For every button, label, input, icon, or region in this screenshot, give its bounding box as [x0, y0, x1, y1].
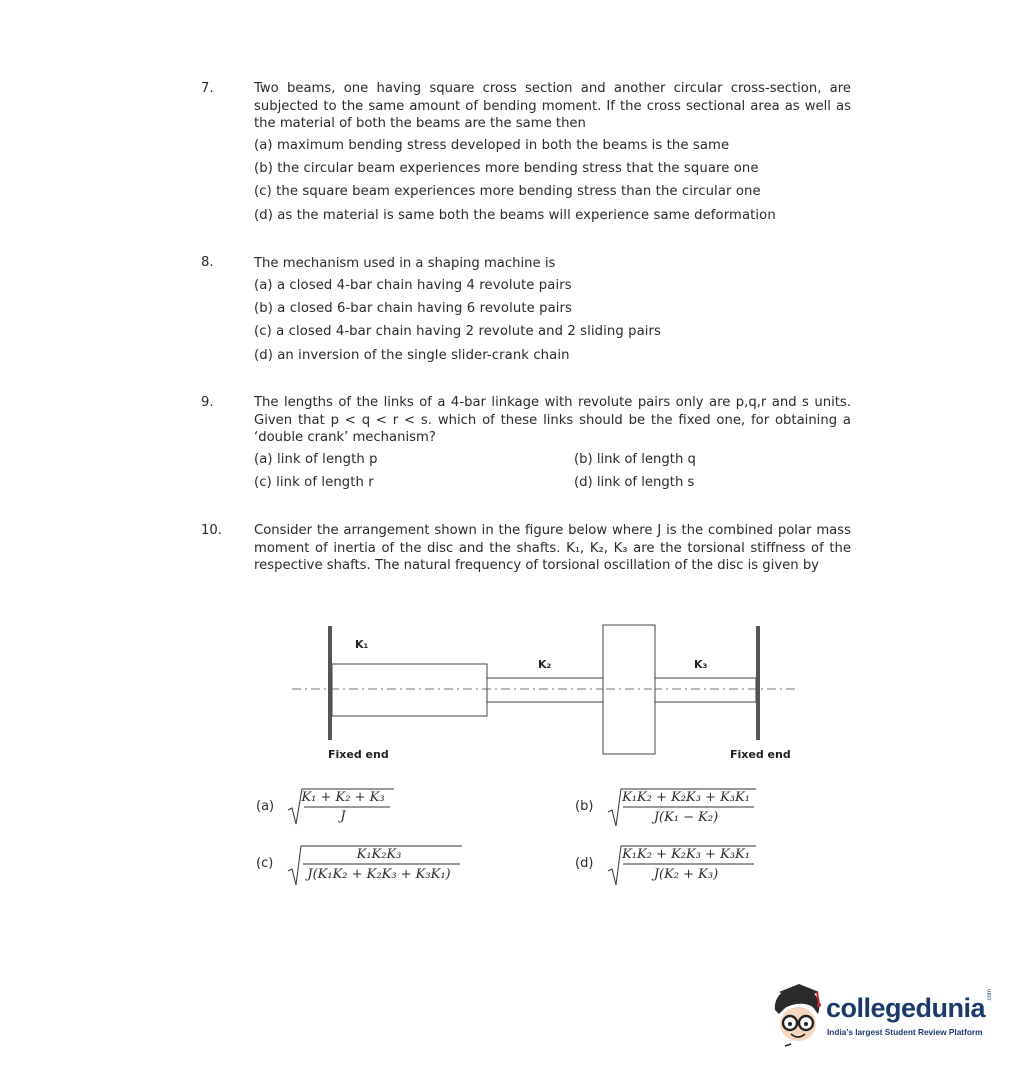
question-7-option-a: (a) maximum bending stress developed in both the beams is the same	[254, 138, 730, 153]
label-k3: K₃	[694, 658, 708, 671]
question-9-number: 9.	[201, 395, 214, 410]
question-9-option-d: (d) link of length s	[574, 475, 695, 490]
label-k1: K₁	[355, 638, 369, 651]
question-10-stem: Consider the arrangement shown in the figure below where J is the combined polar mass moment of inertia of the disc and the shafts. K₁, K₂, K₃ are the torsional stiffness of the respective shafts. The natural frequency of torsional oscillation of the disc is given by	[254, 523, 851, 573]
question-9-option-a: (a) link of length p	[254, 452, 378, 467]
formula-b-denominator: J(K₁ − K₂)	[653, 810, 719, 825]
formula-c-numerator: K₁K₂K₃	[356, 847, 402, 862]
label-fixed-end-right: Fixed end	[730, 748, 791, 761]
collegedunia-logo[interactable]	[765, 980, 995, 1050]
question-7-option-c: (c) the square beam experiences more bending stress than the circular one	[254, 184, 761, 199]
question-9-stem: The lengths of the links of a 4-bar linkage with revolute pairs only are p,q,r and s units. Given that p < q < r < s. which of these links should be the fixed one, for obtaining a ‘double crank’ mechanism?	[254, 395, 851, 445]
question-10-number: 10.	[201, 523, 222, 538]
right-fixed-wall	[756, 626, 760, 740]
formula-c-denominator: J(K₁K₂ + K₂K₃ + K₃K₁)	[307, 867, 451, 882]
shaft-k1	[332, 664, 487, 716]
question-7-option-d: (d) as the material is same both the beams will experience same deformation	[254, 208, 776, 223]
question-9-option-b: (b) link of length q	[574, 452, 696, 467]
question-8-option-b: (b) a closed 6-bar chain having 6 revolute pairs	[254, 301, 573, 316]
label-k2: K₂	[538, 658, 552, 671]
question-8-number: 8.	[201, 255, 214, 270]
question-8-option-c: (c) a closed 4-bar chain having 2 revolute and 2 sliding pairs	[254, 324, 662, 339]
question-10-option-d-label: (d)	[575, 856, 594, 871]
logo-wordmark: collegedunia	[826, 993, 986, 1023]
label-fixed-end-left: Fixed end	[328, 748, 389, 761]
left-fixed-wall	[328, 626, 332, 740]
logo-domain-suffix: .com	[987, 988, 993, 1002]
question-9-option-c: (c) link of length r	[254, 475, 374, 490]
formula-d-numerator: K₁K₂ + K₂K₃ + K₃K₁	[622, 847, 750, 862]
shaft-k2	[487, 678, 603, 702]
formula-b-numerator: K₁K₂ + K₂K₃ + K₃K₁	[622, 790, 750, 805]
question-8-option-a: (a) a closed 4-bar chain having 4 revolute pairs	[254, 278, 572, 293]
formula-d-denominator: J(K₂ + K₃)	[653, 867, 719, 882]
logo-tagline: India's largest Student Review Platform	[827, 1027, 983, 1037]
formula-a-numerator: K₁ + K₂ + K₃	[301, 790, 385, 805]
mascot-icon	[765, 980, 827, 1050]
question-8-option-d: (d) an inversion of the single slider-crank chain	[254, 348, 570, 363]
shaft-k3	[655, 678, 756, 702]
question-8-stem: The mechanism used in a shaping machine is	[254, 256, 556, 271]
formula-a-denominator: J	[340, 809, 346, 824]
question-10-option-c-label: (c)	[256, 856, 274, 871]
question-10-option-b-label: (b)	[575, 799, 594, 814]
question-7-number: 7.	[201, 81, 214, 96]
question-7-stem: Two beams, one having square cross section and another circular cross-section, are subjected to the same amount of bending moment. If the cross sectional area as well as the material of both the beams are the same then	[254, 81, 851, 131]
question-10-option-a-label: (a)	[256, 799, 275, 814]
question-7-option-b: (b) the circular beam experiences more bending stress that the square one	[254, 161, 759, 176]
